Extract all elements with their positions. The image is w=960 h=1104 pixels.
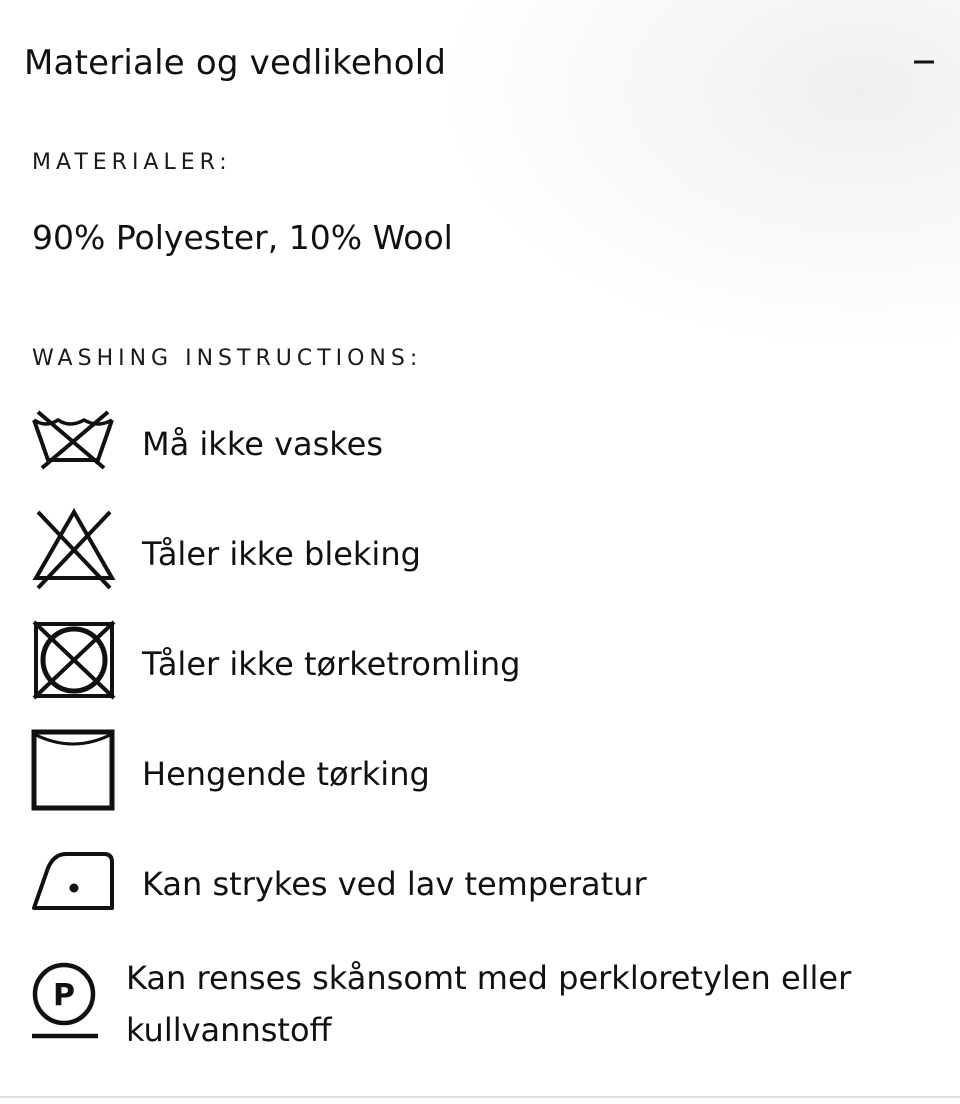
care-text: Må ikke vaskes	[142, 425, 384, 463]
iron-low-temperature-icon	[28, 842, 120, 914]
do-not-tumble-dry-icon	[28, 618, 118, 702]
materials-composition: 90% Polyester, 10% Wool	[32, 218, 453, 257]
care-item-iron-low-temperature	[0, 842, 960, 914]
accordion-title: Materiale og vedlikehold	[24, 43, 447, 83]
care-text: Hengende tørking	[142, 755, 430, 793]
washing-instructions-heading: WASHING INSTRUCTIONS:	[32, 346, 423, 371]
line-dry-icon	[28, 726, 118, 814]
do-not-bleach-icon	[28, 506, 120, 592]
care-text: Kan renses skånsomt med perkloretylen eller kullvannstoff	[126, 959, 852, 1049]
care-item-do-not-wash	[0, 408, 960, 480]
care-item-line-dry	[0, 726, 960, 814]
accordion-header-material-care[interactable]	[0, 0, 960, 124]
care-text: Tåler ikke tørketromling	[142, 645, 521, 683]
care-item-do-not-bleach	[0, 506, 960, 594]
gentle-dry-clean-p-icon	[28, 960, 104, 1044]
care-item-do-not-tumble-dry	[0, 618, 960, 702]
care-text: Kan strykes ved lav temperatur	[142, 865, 647, 903]
bottom-divider	[0, 1096, 960, 1098]
materials-heading: MATERIALER:	[32, 150, 232, 175]
dry-clean-symbol-letter: P	[53, 978, 75, 1013]
care-item-gentle-dry-clean	[0, 950, 960, 1060]
care-text: Tåler ikke bleking	[142, 535, 421, 573]
do-not-wash-icon	[28, 408, 118, 472]
collapse-icon[interactable]	[910, 52, 938, 72]
